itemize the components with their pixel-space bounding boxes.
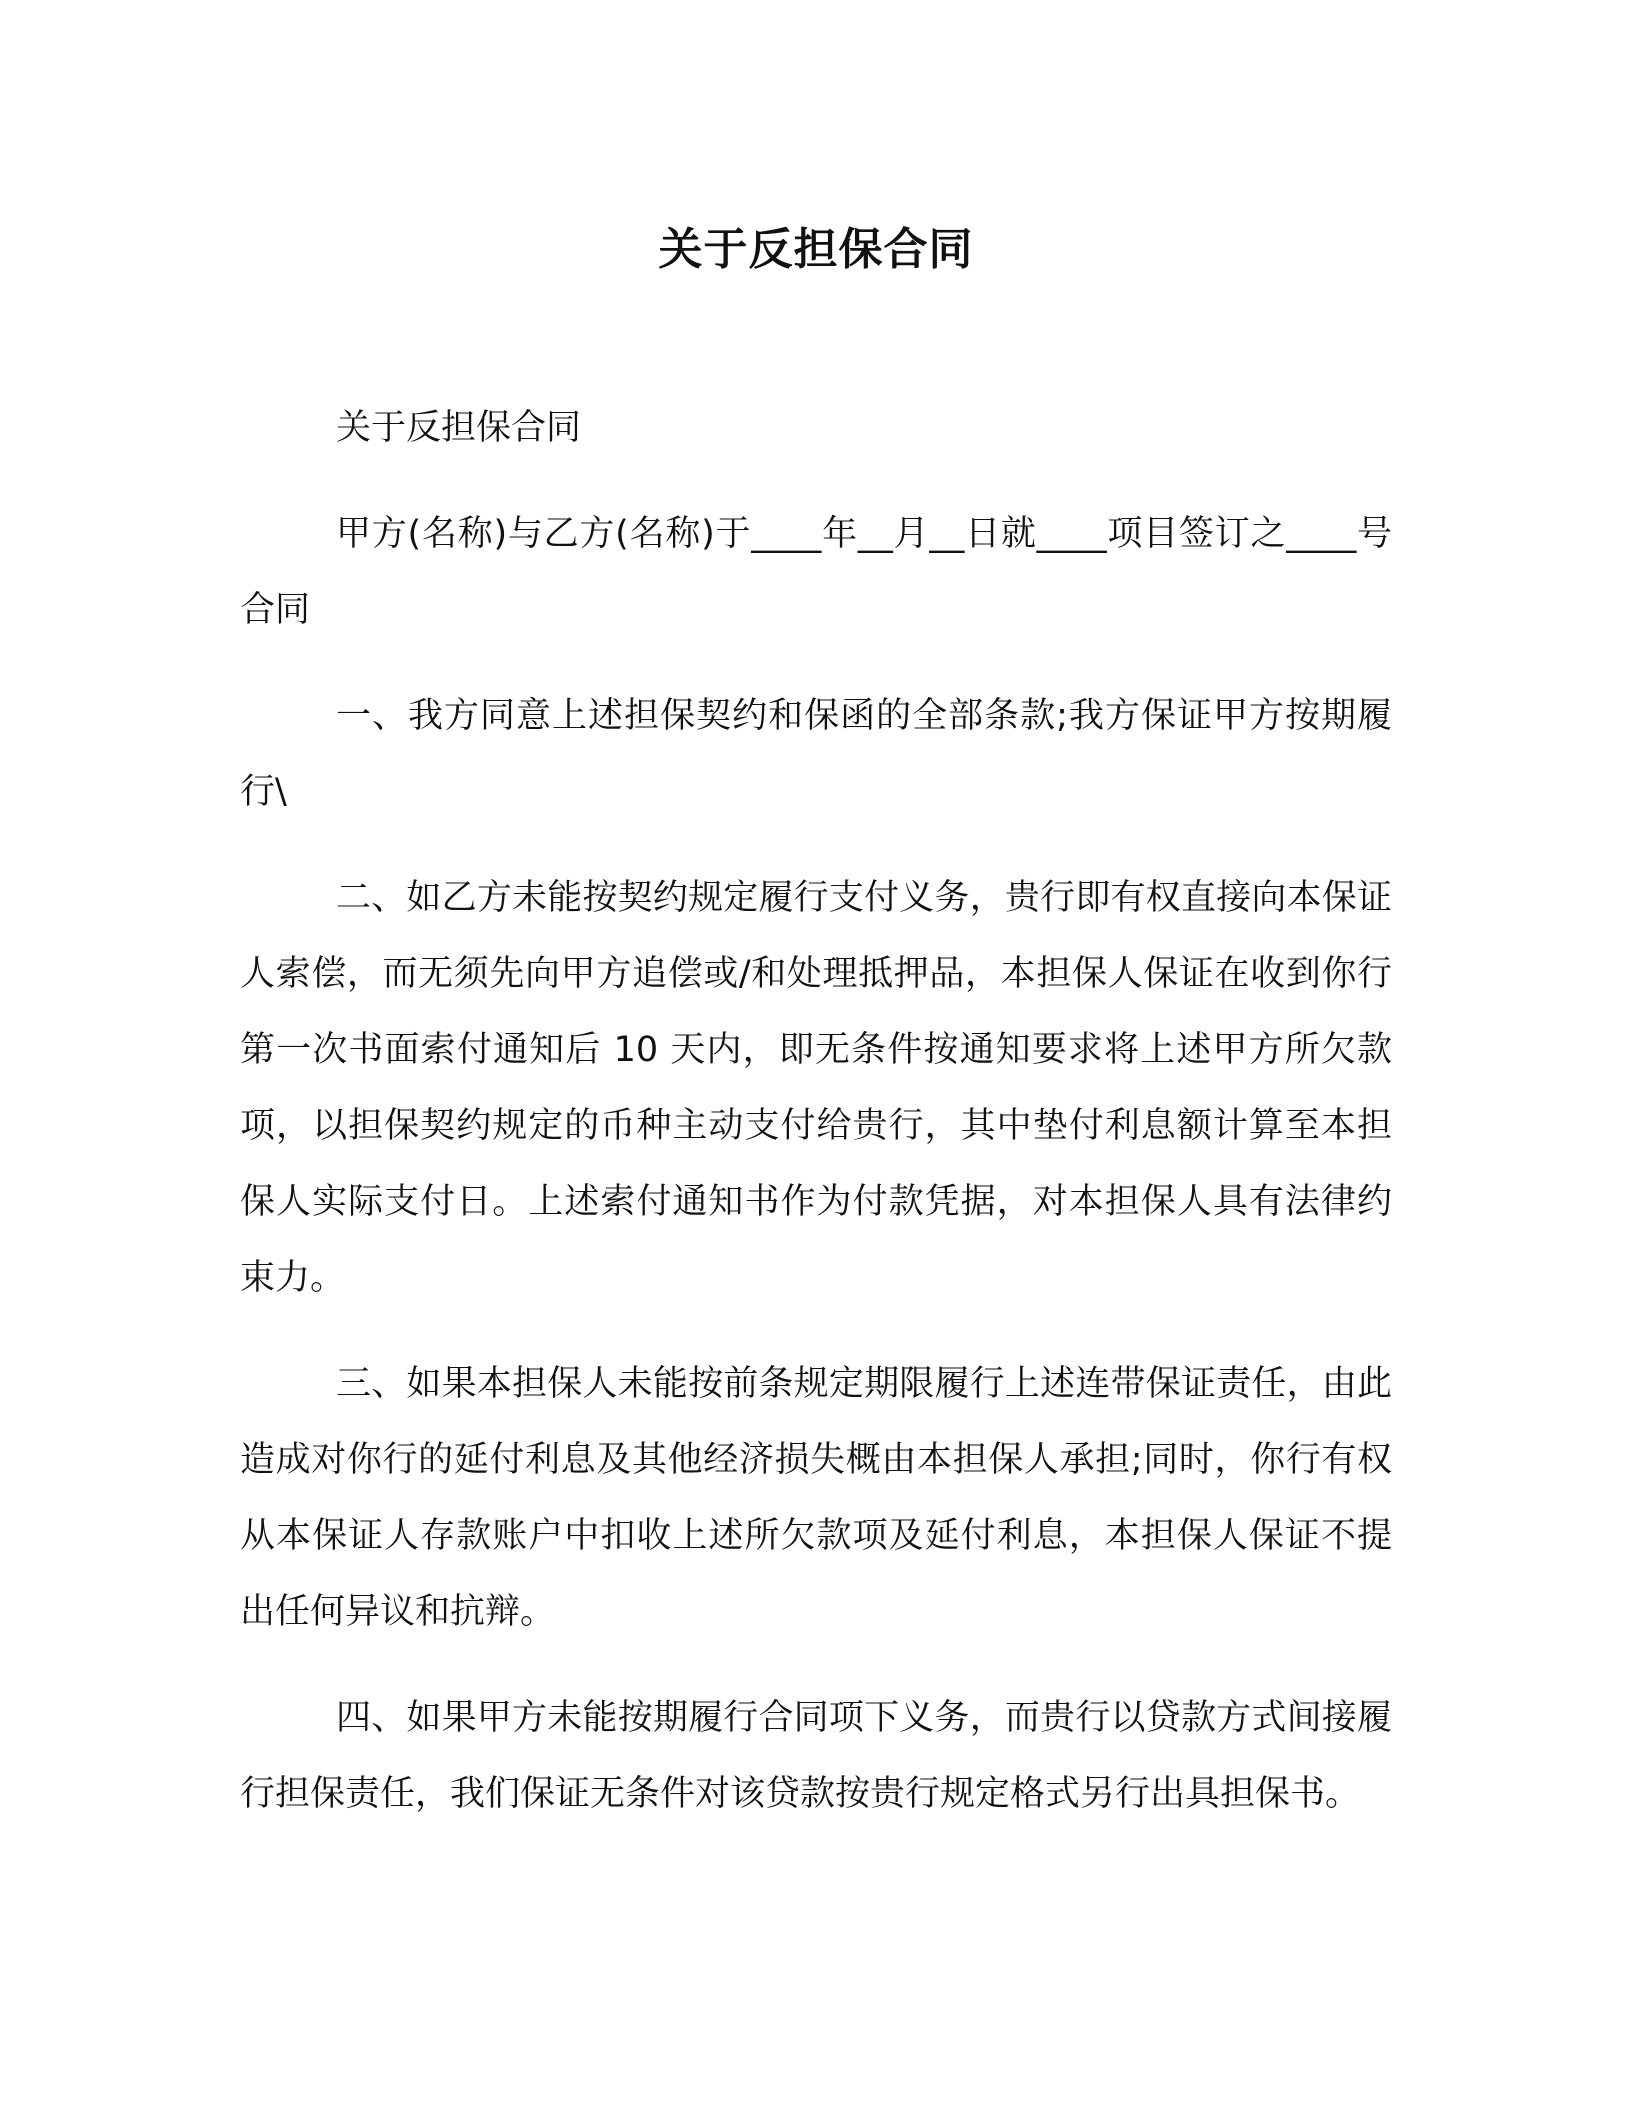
paragraph-clause-2: 二、如乙方未能按契约规定履行支付义务，贵行即有权直接向本保证人索偿，而无须先向甲方追偿或/和处理抵押品，本担保人保证在收到你行第一次书面索付通知后 10 天内，即无条件按通知要求将上述甲方所欠款项，以担保契约规定的币种主动支付给贵行，其中垫付利息额计算至本担保人实际支付日。上述索付通知书作为付款凭据，对本担保人具有法律约束力。 [240, 878, 1392, 1298]
paragraph-parties: 甲方(名称)与乙方(名称)于____年__月__日就____项目签订之____号合同 [240, 514, 1392, 630]
paragraph-clause-3: 三、如果本担保人未能按前条规定期限履行上述连带保证责任，由此造成对你行的延付利息及其他经济损失概由本担保人承担;同时，你行有权从本保证人存款账户中扣收上述所欠款项及延付利息，本担保人保证不提出任何异议和抗辩。 [240, 1364, 1392, 1632]
document-title: 关于反担保合同 [658, 224, 974, 275]
body-heading: 关于反担保合同 [336, 408, 582, 448]
paragraph-clause-4: 四、如果甲方未能按期履行合同项下义务，而贵行以贷款方式间接履行担保责任，我们保证无条件对该贷款按贵行规定格式另行出具担保书。 [240, 1698, 1392, 1814]
document-body [240, 390, 1392, 1862]
paragraph-clause-1: 一、我方同意上述担保契约和保函的全部条款;我方保证甲方按期履行\ [240, 696, 1392, 812]
